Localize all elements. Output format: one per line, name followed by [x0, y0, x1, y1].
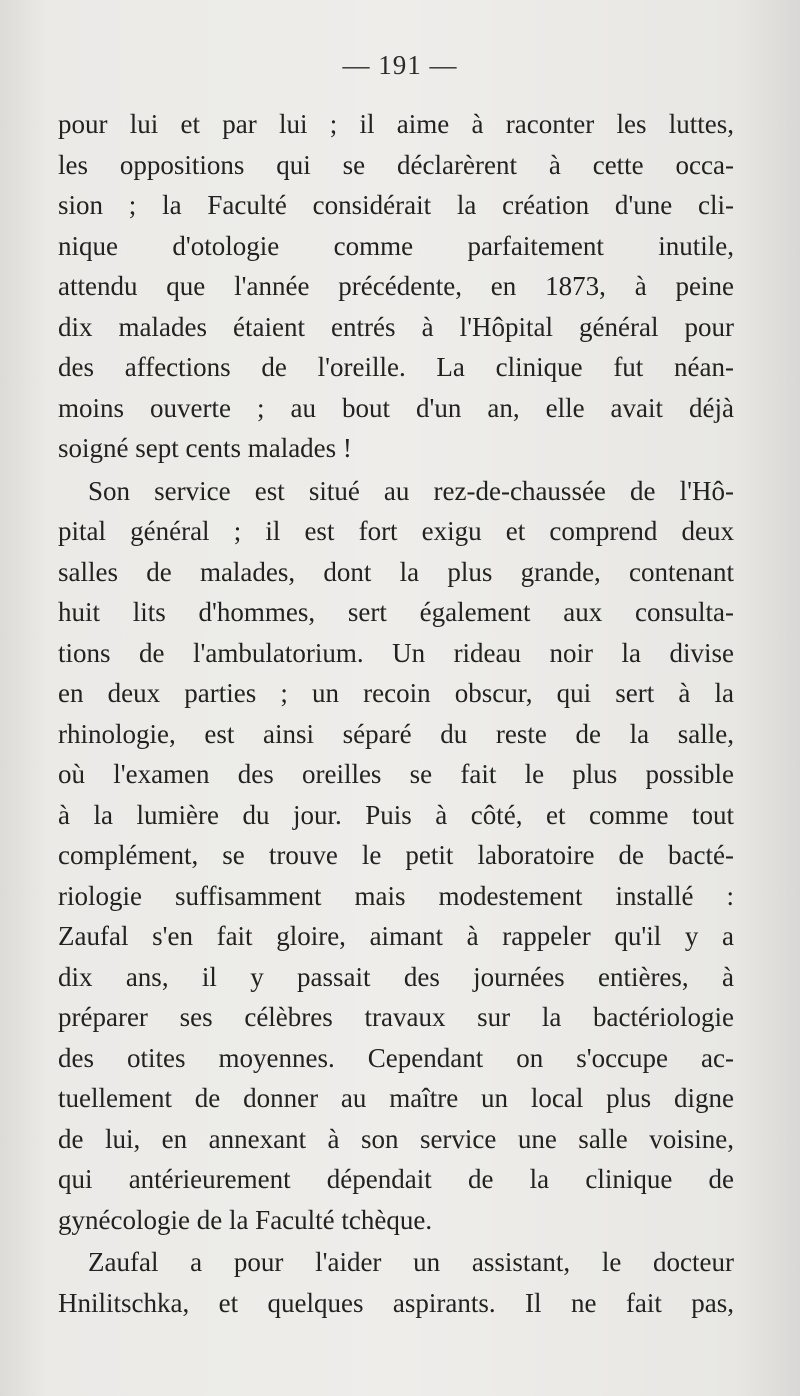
- text-line: gynécologie de la Faculté tchèque.: [58, 1204, 433, 1235]
- paragraph-2: [58, 471, 734, 1241]
- text-line: à la lumière du jour. Puis à côté, et comme tout: [58, 799, 734, 830]
- text-line: Zaufal s'en fait gloire, aimant à rappeler qu'il y a: [58, 921, 734, 951]
- text-line: rhinologie, est ainsi séparé du reste de la salle,: [58, 718, 734, 749]
- text-line: des otites moyennes. Cependant on s'occupe ac-: [58, 1042, 734, 1073]
- text-line: complément, se trouve le petit laboratoire de bacté-: [58, 840, 734, 870]
- text-line: Zaufal a pour l'aider un assistant, le docteur: [88, 1247, 734, 1277]
- text-line: tions de l'ambulatorium. Un rideau noir la divise: [58, 637, 734, 668]
- text-line: huit lits d'hommes, sert également aux consulta-: [58, 597, 734, 627]
- text-line: de lui, en annexant à son service une salle voisine,: [58, 1123, 734, 1154]
- text-line: attendu que l'année précédente, en 1873, à peine: [58, 271, 734, 301]
- text-line: nique d'otologie comme parfaitement inutile,: [58, 230, 734, 261]
- text-line: sion ; la Faculté considérait la création d'une cli-: [58, 190, 734, 220]
- text-line: pital général ; il est fort exigu et comprend deux: [58, 516, 734, 546]
- text-line: soigné sept cents malades !: [58, 433, 352, 463]
- text-line: qui antérieurement dépendait de la clinique de: [58, 1164, 734, 1194]
- text-line: tuellement de donner au maître un local plus digne: [58, 1083, 734, 1113]
- text-line: les oppositions qui se déclarèrent à cette occa-: [58, 149, 734, 180]
- text-line: riologie suffisamment mais modestement installé :: [58, 880, 734, 911]
- text-line: préparer ses célèbres travaux sur la bactériologie: [58, 1002, 734, 1032]
- text-line: des affections de l'oreille. La clinique fut néan-: [58, 352, 734, 382]
- text-line: Son service est situé au rez-de-chaussée de l'Hô-: [88, 475, 734, 506]
- paragraph-1: [58, 104, 734, 469]
- paragraph-3: [58, 1242, 734, 1323]
- text-line: pour lui et par lui ; il aime à raconter les luttes,: [58, 109, 734, 139]
- text-line: Hnilitschka, et quelques aspirants. Il ne fait pas,: [58, 1287, 734, 1318]
- page-number: — 191 —: [342, 50, 458, 80]
- text-line: dix ans, il y passait des journées entières, à: [58, 961, 734, 992]
- text-line: en deux parties ; un recoin obscur, qui sert à la: [58, 678, 734, 708]
- text-line: moins ouverte ; au bout d'un an, elle avait déjà: [58, 392, 734, 423]
- body-text: [58, 104, 734, 1323]
- text-line: salles de malades, dont la plus grande, contenant: [58, 556, 734, 587]
- text-line: où l'examen des oreilles se fait le plus possible: [58, 759, 734, 789]
- text-line: dix malades étaient entrés à l'Hôpital général pour: [58, 311, 734, 342]
